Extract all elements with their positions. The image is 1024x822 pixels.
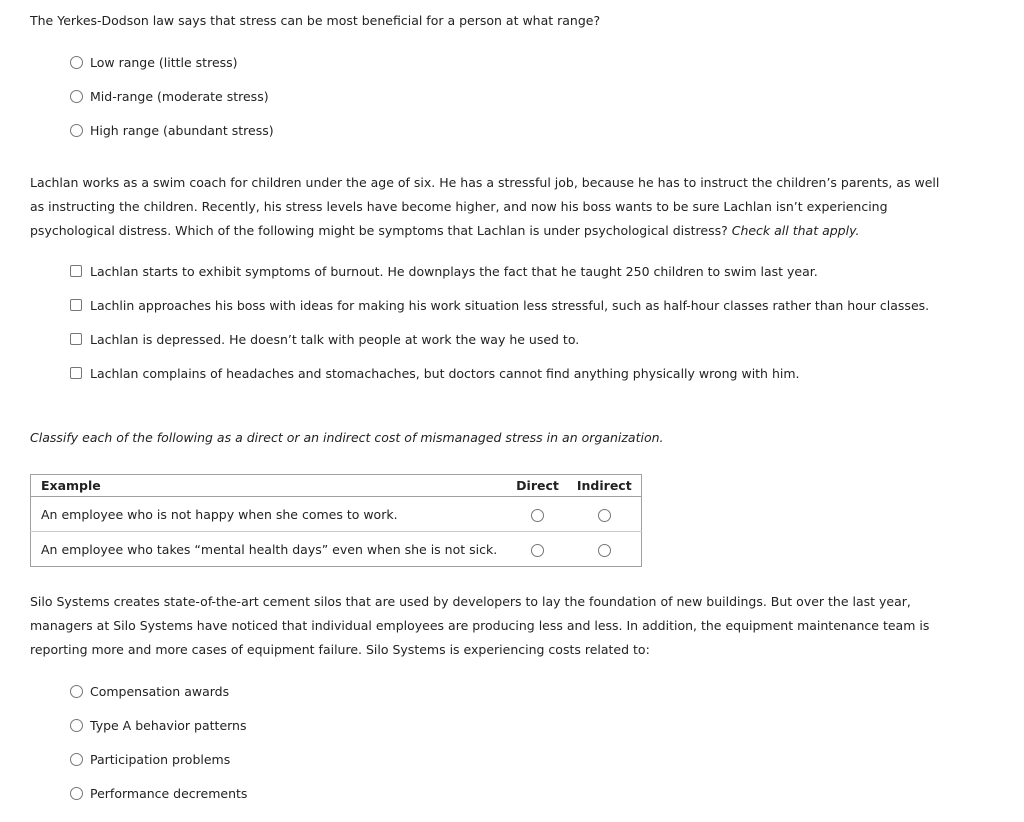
radio-button[interactable]	[70, 56, 83, 69]
row-example-text: An employee who is not happy when she comes to work.	[31, 497, 508, 532]
q1-option-mid[interactable]	[70, 87, 269, 105]
direct-radio[interactable]	[531, 544, 544, 557]
q4-option-type-a[interactable]	[70, 716, 247, 734]
q1-option-high[interactable]	[70, 121, 274, 139]
direct-cell	[507, 497, 568, 532]
option-label: Lachlan starts to exhibit symptoms of burnout. He downplays the fact that he taught 250 children to swim last year.	[90, 263, 818, 279]
indirect-cell	[568, 532, 641, 567]
radio-button[interactable]	[70, 124, 83, 137]
table-header-row	[31, 475, 642, 497]
indirect-cell	[568, 497, 641, 532]
header-example: Example	[31, 475, 508, 497]
header-indirect: Indirect	[568, 475, 641, 497]
option-label: Mid-range (moderate stress)	[90, 88, 269, 104]
direct-radio[interactable]	[531, 509, 544, 522]
radio-button[interactable]	[70, 685, 83, 698]
q3-prompt	[30, 426, 970, 450]
checkbox[interactable]	[70, 367, 82, 379]
row-example-text: An employee who takes “mental health days” even when she is not sick.	[31, 532, 508, 567]
q2-option-ideas[interactable]	[70, 296, 929, 314]
q2-prompt	[30, 171, 940, 243]
q3-prompt-text: Classify each of the following as a direct or an indirect cost of mismanaged stress in an organization.	[30, 430, 664, 445]
option-label: Participation problems	[90, 751, 231, 767]
classification-table	[30, 474, 642, 567]
checkbox[interactable]	[70, 299, 82, 311]
checkbox[interactable]	[70, 265, 82, 277]
q1-option-low[interactable]	[70, 53, 238, 71]
table-row	[31, 497, 642, 532]
q2-option-headaches[interactable]	[70, 364, 800, 382]
option-label: Lachlan is depressed. He doesn’t talk with people at work the way he used to.	[90, 331, 580, 347]
radio-button[interactable]	[70, 90, 83, 103]
q2-prompt-text: Lachlan works as a swim coach for children under the age of six. He has a stressful job, because he has to instruct the children’s parents, as well as instructing the children. Recently, his stress levels have become higher, and now his boss wants to be sure Lachlan isn’t experiencing psychological distress. Which of the following might be symptoms that Lachlan is under psychological distress?	[30, 175, 940, 238]
option-label: Lachlan complains of headaches and stomachaches, but doctors cannot find anything physically wrong with him.	[90, 365, 800, 381]
q4-option-participation[interactable]	[70, 750, 230, 768]
option-label: Performance decrements	[90, 785, 248, 801]
radio-button[interactable]	[70, 753, 83, 766]
checkbox[interactable]	[70, 333, 82, 345]
radio-button[interactable]	[70, 719, 83, 732]
direct-cell	[507, 532, 568, 567]
q2-option-depressed[interactable]	[70, 330, 579, 348]
q4-option-compensation[interactable]	[70, 682, 229, 700]
option-label: High range (abundant stress)	[90, 122, 274, 138]
q2-option-burnout[interactable]	[70, 262, 818, 280]
option-label: Type A behavior patterns	[90, 717, 247, 733]
indirect-radio[interactable]	[598, 509, 611, 522]
q4-option-performance[interactable]	[70, 784, 247, 802]
q2-instruction: Check all that apply.	[731, 223, 860, 238]
indirect-radio[interactable]	[598, 544, 611, 557]
table-row	[31, 532, 642, 567]
option-label: Low range (little stress)	[90, 54, 238, 70]
radio-button[interactable]	[70, 787, 83, 800]
option-label: Compensation awards	[90, 683, 230, 699]
q4-prompt: Silo Systems creates state-of-the-art cement silos that are used by developers to lay the foundation of new buildings. But over the last year, managers at Silo Systems have noticed that individual employees are producing less and less. In addition, the equipment maintenance team is reporting more and more cases of equipment failure. Silo Systems is experiencing costs related to:	[30, 594, 930, 657]
q1-prompt: The Yerkes-Dodson law says that stress can be most beneficial for a person at what range?	[30, 13, 601, 28]
option-label: Lachlin approaches his boss with ideas for making his work situation less stressful, such as half-hour classes rather than hour classes.	[90, 297, 930, 313]
header-direct: Direct	[507, 475, 568, 497]
